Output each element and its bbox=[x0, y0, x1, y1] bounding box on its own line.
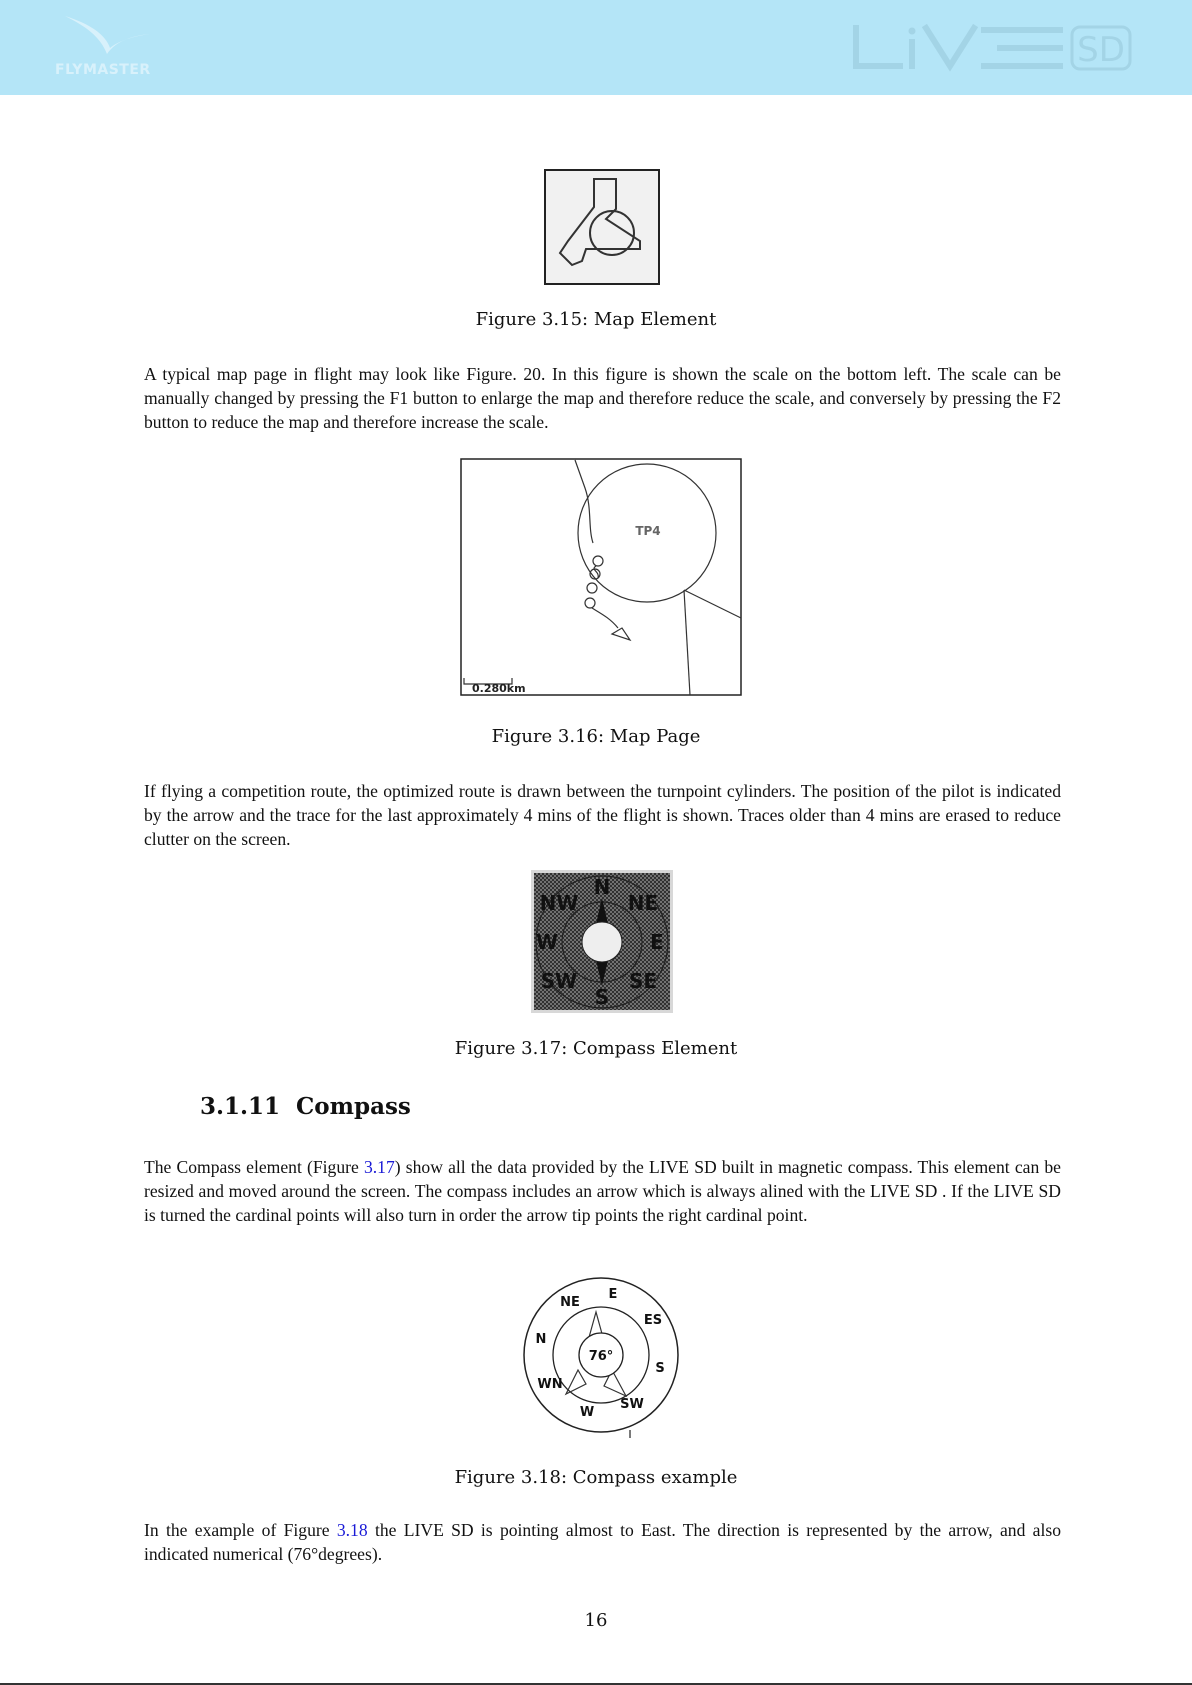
live-sd-logo bbox=[850, 22, 1135, 74]
compass-point-se: SE bbox=[628, 969, 658, 993]
compass-example-point-w: W bbox=[579, 1405, 595, 1420]
compass-point-e: E bbox=[650, 930, 664, 954]
paragraph-compass-example: In the example of Figure 3.18 the LIVE SD is pointing almost to East. The direction is represented by the arrow, and also indicated numerical (76°degrees). bbox=[144, 1520, 1062, 1564]
compass-example-point-s: S bbox=[655, 1361, 665, 1376]
compass-example-point-sw: SW bbox=[620, 1397, 644, 1412]
compass-example-figure bbox=[520, 1274, 682, 1444]
figure-caption-3-18: Figure 3.18: Compass example bbox=[454, 1467, 738, 1488]
paragraph-competition-route: If flying a competition route, the optimized route is drawn between the turnpoint cylinders. The position of the pilot is indicated by the arrow and the trace for the last approximately 4 mins of the flight is shown. Traces older than 4 mins are erased to reduce clutter on the screen. bbox=[144, 781, 1061, 849]
compass-point-ne: NE bbox=[627, 891, 659, 915]
figure-link-3-18[interactable]: 3.18 bbox=[336, 1520, 368, 1540]
section-heading bbox=[200, 1093, 411, 1120]
compass-point-s: S bbox=[594, 985, 610, 1009]
compass-point-sw: SW bbox=[540, 969, 578, 993]
figure-caption-3-16: Figure 3.16: Map Page bbox=[491, 726, 701, 747]
page-header bbox=[0, 0, 1192, 95]
compass-example-point-n: N bbox=[535, 1332, 547, 1347]
compass-example-point-wn: WN bbox=[537, 1377, 563, 1392]
compass-point-n: N bbox=[593, 875, 611, 899]
map-page-figure bbox=[460, 458, 742, 696]
paragraph-compass-element: The Compass element (Figure 3.17) show all the data provided by the LIVE SD built in magnetic compass. This element can be resized and moved around the screen. The compass includes an arrow which is always alined with the LIVE SD . If the LIVE SD is turned the cardinal points will also turn in order the arrow tip points the right cardinal point. bbox=[144, 1157, 1061, 1225]
compass-point-nw: NW bbox=[539, 891, 579, 915]
product-badge: SD bbox=[1077, 30, 1125, 70]
compass-example-point-es: ES bbox=[643, 1313, 663, 1328]
heading-readout: 76° bbox=[588, 1349, 614, 1364]
map-scale-label: 0.280km bbox=[472, 682, 526, 695]
compass-element-figure bbox=[531, 870, 673, 1013]
page-number: 16 bbox=[584, 1610, 608, 1631]
figure-caption-3-17: Figure 3.17: Compass Element bbox=[454, 1038, 738, 1059]
flymaster-logo bbox=[55, 14, 175, 82]
brand-name: FLYMASTER bbox=[55, 62, 151, 78]
turnpoint-label: TP4 bbox=[635, 524, 661, 538]
compass-point-w: W bbox=[535, 930, 559, 954]
section-number: 3.1.11 bbox=[200, 1093, 281, 1120]
compass-example-point-e: E bbox=[608, 1287, 618, 1302]
compass-example-point-ne: NE bbox=[560, 1295, 580, 1310]
flymaster-wing-icon bbox=[55, 14, 175, 64]
figure-link-3-17[interactable]: 3.17 bbox=[363, 1157, 395, 1177]
map-element-figure bbox=[544, 169, 660, 285]
figure-caption-3-15: Figure 3.15: Map Element bbox=[475, 309, 717, 330]
section-title: Compass bbox=[296, 1093, 411, 1120]
paragraph-map-page: A typical map page in flight may look like Figure. 20. In this figure is shown the scale on the bottom left. The scale can be manually changed by pressing the F1 button to enlarge the map and therefore reduce the scale, and conversely by pressing the F2 button to reduce the map and therefore increase the scale. bbox=[144, 364, 1061, 432]
